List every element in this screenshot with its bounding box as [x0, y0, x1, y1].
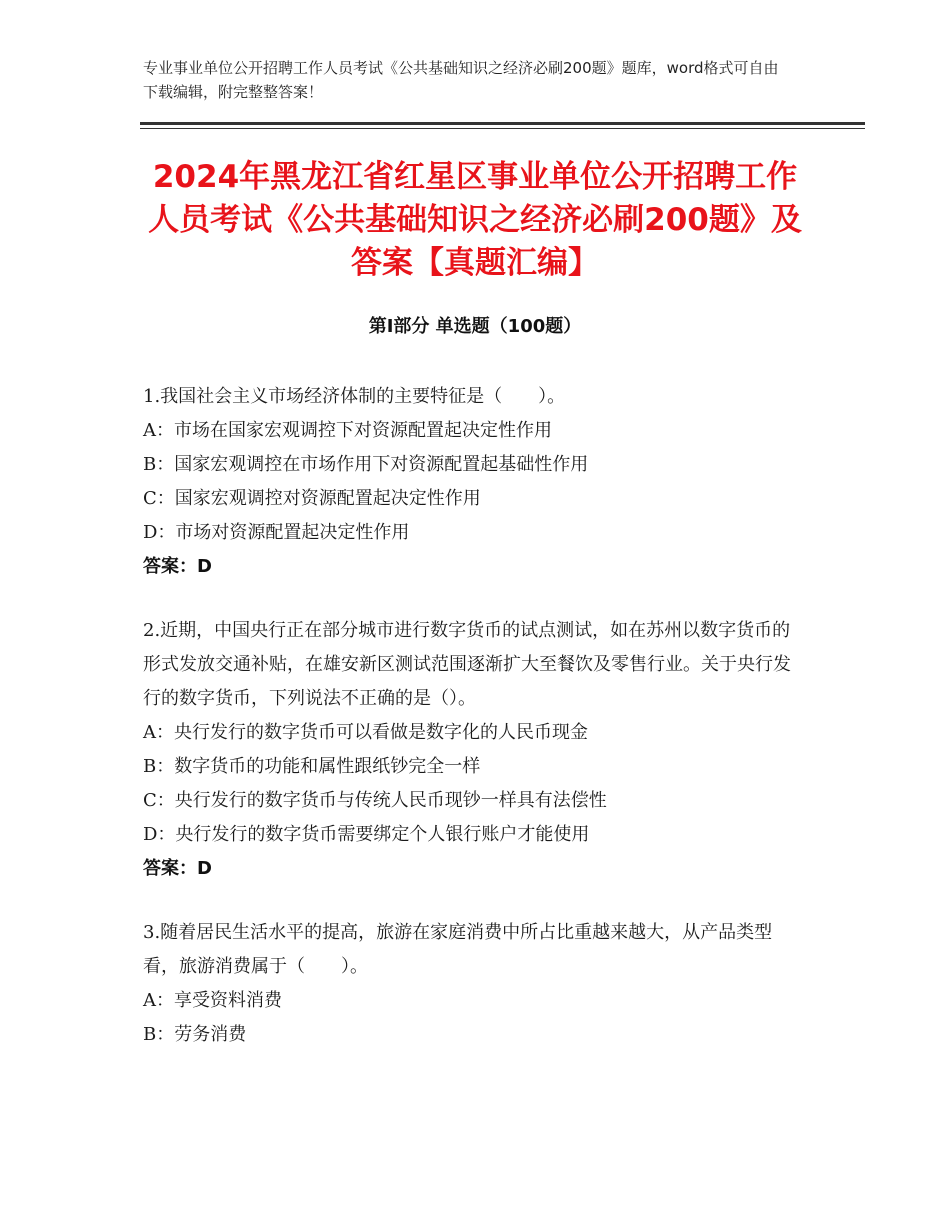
option-d: D：央行发行的数字货币需要绑定个人银行账户才能使用	[143, 824, 590, 845]
option-a: A：市场在国家宏观调控下对资源配置起决定性作用	[143, 420, 552, 441]
question-text: 2.近期，中国央行正在部分城市进行数字货币的试点测试，如在苏州以数字货币的形式发放交通补贴，在雄安新区测试范围逐渐扩大至餐饮及零售行业。关于央行发行的数字货币，下列说法不正确的是（）。	[143, 620, 791, 709]
option-b: B：数字货币的功能和属性跟纸钞完全一样	[143, 756, 481, 777]
header-note: 专业事业单位公开招聘工作人员考试《公共基础知识之经济必刷200题》题库，word格式可自由下载编辑，附完整整答案！	[143, 59, 779, 101]
answer: 答案：D	[143, 556, 212, 577]
question-text: 1.我国社会主义市场经济体制的主要特征是（ ）。	[143, 386, 566, 407]
option-c: C：国家宏观调控对资源配置起决定性作用	[143, 488, 481, 509]
option-c: C：央行发行的数字货币与传统人民币现钞一样具有法偿性	[143, 790, 607, 811]
option-b: B：劳务消费	[143, 1024, 247, 1045]
header-rule-thin	[140, 128, 865, 129]
option-b: B：国家宏观调控在市场作用下对资源配置起基础性作用	[143, 454, 589, 475]
header-rule-thick	[140, 122, 865, 125]
option-a: A：享受资料消费	[143, 990, 282, 1011]
question-text: 3.随着居民生活水平的提高，旅游在家庭消费中所占比重越来越大，从产品类型看，旅游消费属于（ ）。	[143, 922, 773, 977]
section-title: 第Ⅰ部分 单选题（100题）	[368, 316, 582, 337]
option-d: D：市场对资源配置起决定性作用	[143, 522, 410, 543]
question-3	[143, 916, 803, 1052]
question-list	[143, 380, 803, 1082]
answer: 答案：D	[143, 858, 212, 879]
document-title: 2024年黑龙江省红星区事业单位公开招聘工作人员考试《公共基础知识之经济必刷200题》及答案【真题汇编】	[148, 159, 802, 281]
question-2	[143, 614, 803, 886]
option-a: A：央行发行的数字货币可以看做是数字化的人民币现金	[143, 722, 588, 743]
question-1	[143, 380, 803, 584]
